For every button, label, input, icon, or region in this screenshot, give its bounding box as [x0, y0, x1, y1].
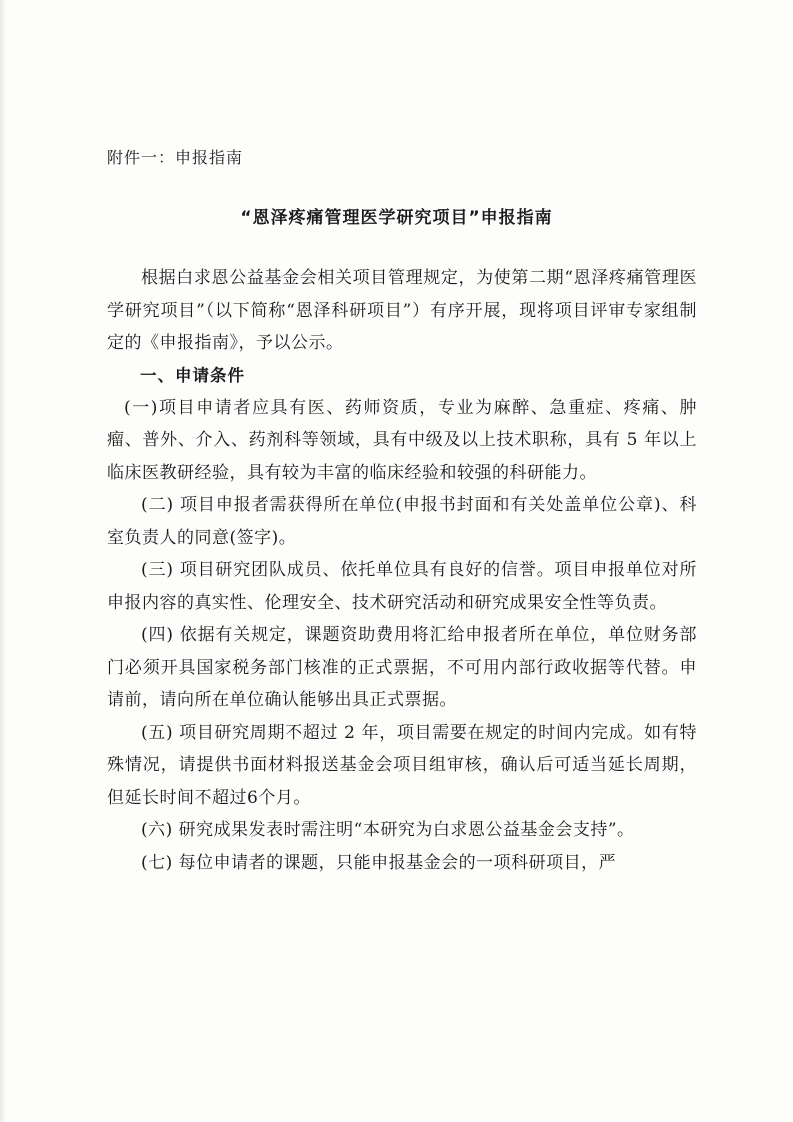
condition-item-2: (二) 项目申报者需获得所在单位(申报书封面和有关处盖单位公章)、科室负责人的同意(签字)。 [107, 495, 697, 548]
condition-item-5: (五) 项目研究周期不超过 2 年，项目需要在规定的时间内完成。如有特殊情况，请提供书面材料报送基金会项目组审核，确认后可适当延长周期，但延长时间不超过6个月。 [107, 722, 697, 808]
scan-edge-shadow [0, 0, 6, 1122]
document-body [107, 262, 697, 879]
condition-item-6: (六) 研究成果发表时需注明“本研究为白求恩公益基金会支持”。 [141, 820, 635, 840]
condition-item-1: (一)项目申请者应具有医、药师资质，专业为麻醉、急重症、疼痛、肿瘤、普外、介入、药剂科等领域，具有中级及以上技术职称，具有 5 年以上临床医教研经验，具有较为丰富的临床经验和较强的科研能力。 [107, 397, 697, 483]
section-heading-application-conditions: 一、申请条件 [140, 365, 245, 385]
intro-paragraph: 根据白求恩公益基金会相关项目管理规定，为使第二期“恩泽疼痛管理医学研究项目”（以下简称“恩泽科研项目”）有序开展，现将项目评审专家组制定的《申报指南》，予以公示。 [107, 268, 697, 353]
condition-item-4: (四) 依据有关规定，课题资助费用将汇给申报者所在单位，单位财务部门必须开具国家税务部门核准的正式票据，不可用内部行政收据等代替。申请前，请向所在单位确认能够出具正式票据。 [107, 625, 697, 710]
attachment-label: 附件一：申报指南 [107, 148, 244, 167]
condition-item-3: (三) 项目研究团队成员、依托单位具有良好的信誉。项目申报单位对所申报内容的真实性、伦理安全、技术研究活动和研究成果安全性等负责。 [107, 560, 697, 613]
document-title: “恩泽疼痛管理医学研究项目”申报指南 [240, 208, 553, 228]
condition-item-7: (七) 每位申请者的课题，只能申报基金会的一项科研项目，严 [141, 852, 617, 873]
